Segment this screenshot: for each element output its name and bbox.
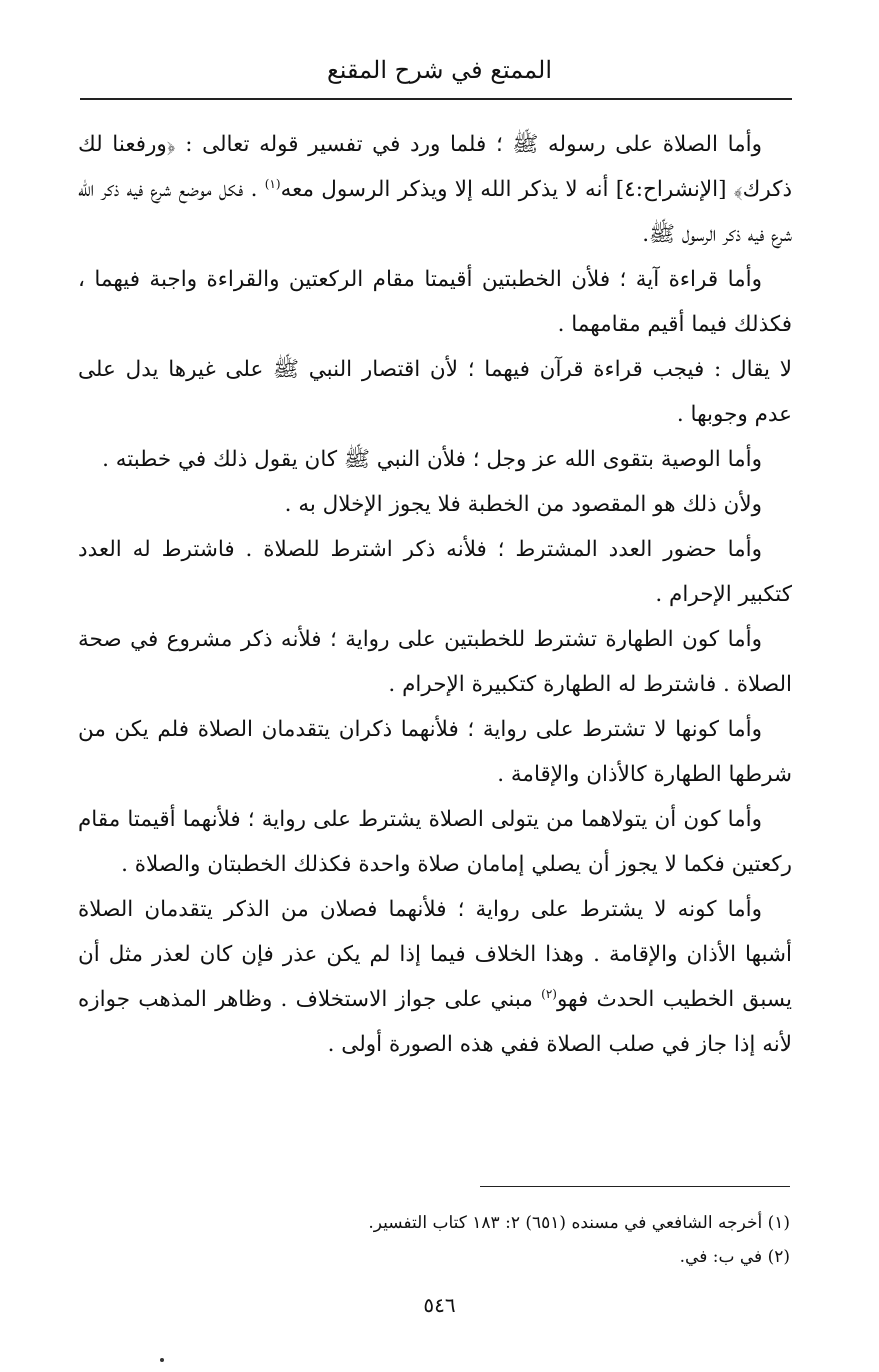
footnote-1: (١) أخرجه الشافعي في مسنده (٦٥١) ٢: ١٨٣ كتاب التفسير. xyxy=(368,1213,790,1233)
main-text xyxy=(78,122,792,1067)
paragraph-taqwa-advice: وأما الوصية بتقوى الله عز وجل ؛ فلأن النبي ﷺ كان يقول ذلك في خطبته . xyxy=(102,447,762,472)
paragraph-objection: لا يقال : فيجب قراءة قرآن فيهما ؛ لأن اقتصار النبي ﷺ على غيرها يدل على عدم وجوبها . xyxy=(78,357,792,427)
header-rule xyxy=(80,98,792,100)
paragraph-purity-required: وأما كون الطهارة تشترط للخطبتين على رواية ؛ فلأنه ذكر مشروع في صحة الصلاة . فاشترط له الطهارة كتكبيرة الإحرام . xyxy=(78,627,792,697)
page-number: ٥٤٦ xyxy=(423,1293,456,1317)
paragraph-reciting-verse: وأما قراءة آية ؛ فلأن الخطبتين أقيمتا مقام الركعتين والقراءة واجبة فيهما ، فكذلك فيما أقيم مقامهما . xyxy=(78,267,792,337)
paragraph-purpose-of-khutbah: ولأن ذلك هو المقصود من الخطبة فلا يجوز الإخلال به . xyxy=(284,492,762,517)
footnote-ref-2: (٢) xyxy=(541,986,557,1001)
paragraph-required-number: وأما حضور العدد المشترط ؛ فلأنه ذكر اشترط للصلاة . فاشترط له العدد كتكبير الإحرام . xyxy=(78,537,792,607)
scan-speck xyxy=(160,1358,164,1362)
footnote-2: (٢) في ب: في. xyxy=(679,1247,790,1267)
footnotes xyxy=(78,1206,790,1274)
footnote-ref-1: (١) xyxy=(264,176,281,191)
running-title: الممتع في شرح المقنع xyxy=(327,56,552,84)
paragraph-same-imam-required: وأما كون أن يتولاهما من يتولى الصلاة يشترط على رواية ؛ فلأنهما أقيمتا مقام ركعتين فكما لا يجوز أن يصلي إمامان صلاة واحدة فكذلك الخطبتان والصلاة . xyxy=(78,807,792,877)
paragraph-same-imam-not-required: وأما كونه لا يشترط على رواية ؛ فلأنهما فصلان من الذكر يتقدمان الصلاة أشبها الأذان والإقامة . وهذا الخلاف فيما إذا لم يكن عذر فإن كان لعذر مثل أن يسبق الخطيب الحدث فهو$^{(٢)}$ مبني على جواز الاستخلاف . وظاهر المذهب جوازه لأنه إذا جاز في صلب الصلاة ففي هذه الصورة أولى . xyxy=(78,897,792,1057)
paragraph-salah-on-prophet: وأما الصلاة على رسوله ﷺ ؛ فلما ورد في تفسير قوله تعالى : ﴿ورفعنا لك ذكرك﴾ [الإنشراح:٤] أنه لا يذكر الله إلا ويذكر الرسول معه$^{(١)}$ . فكل موضع شرع فيه ذكر الله شرع فيه ذكر الرسول ﷺ. xyxy=(78,132,793,247)
paragraph-purity-not-required: وأما كونها لا تشترط على رواية ؛ فلأنهما ذكران يتقدمان الصلاة فلم يكن من شرطها الطهارة كالأذان والإقامة . xyxy=(78,717,792,787)
footnote-rule xyxy=(480,1186,790,1187)
